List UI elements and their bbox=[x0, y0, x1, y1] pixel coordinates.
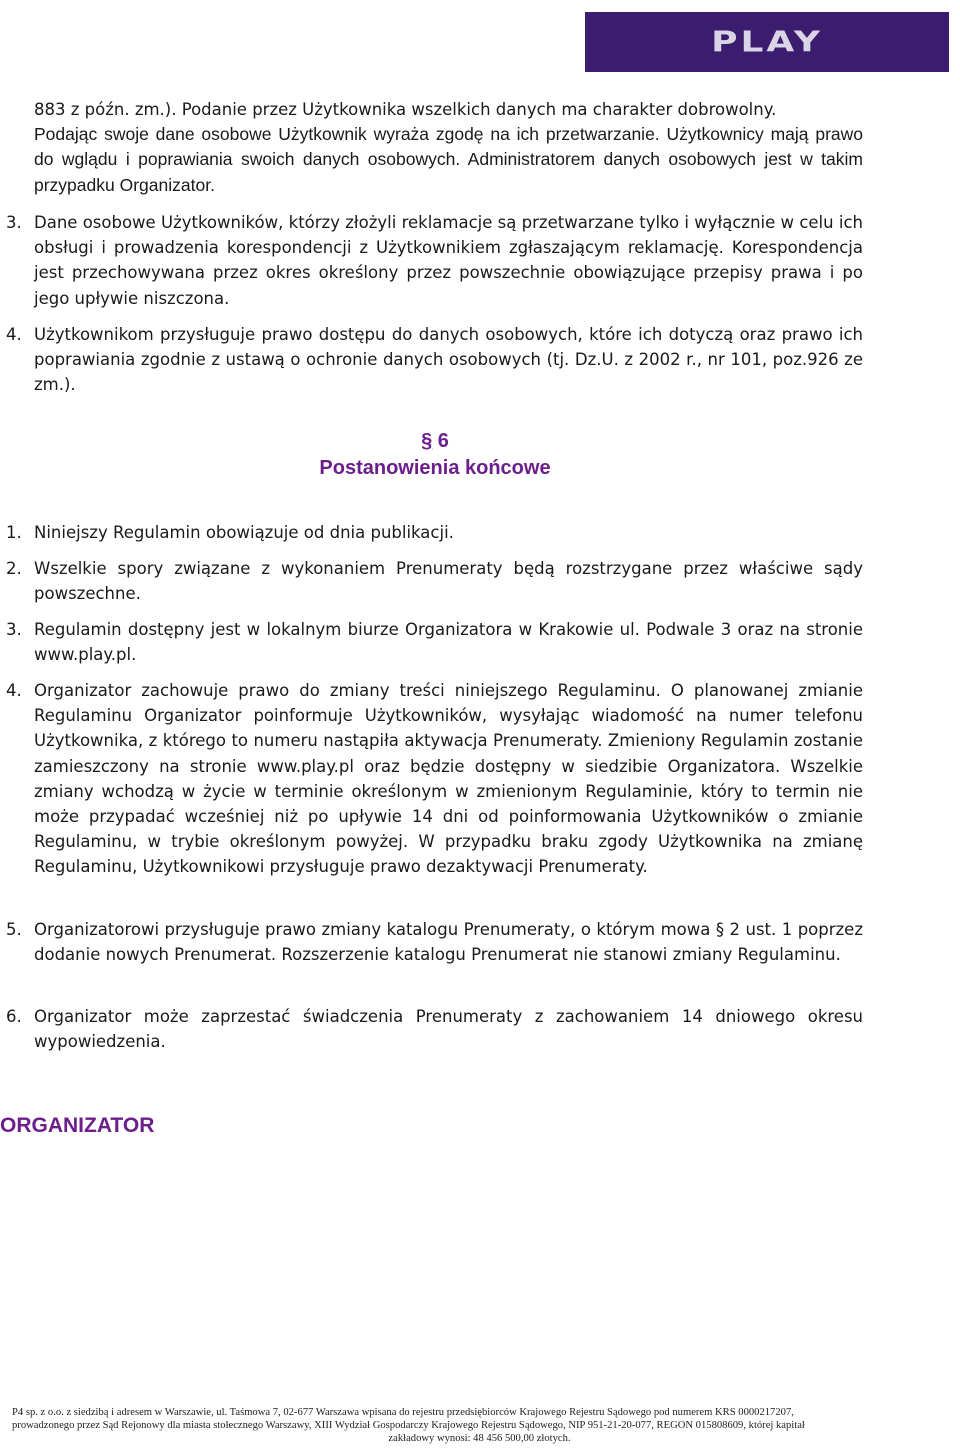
prev-item-4-text: Użytkownikom przysługuje prawo dostępu do danych osobowych, które ich dotyczą oraz prawo ich poprawiania zgodnie z ustawą o ochronie danych osobowych (tj. Dz.U. z 2002 r., nr 101, poz.926 ze zm.). bbox=[34, 325, 863, 395]
list-item-number: 4. bbox=[6, 681, 22, 700]
list-item-text: Niniejszy Regulamin obowiązuje od dnia publikacji. bbox=[34, 523, 454, 542]
prev-item-4-number: 4. bbox=[6, 325, 22, 344]
intro-line-2: Podając swoje dane osobowe Użytkownik wyraża zgodę na ich przetwarzanie. Użytkownicy mają prawo do wglądu i poprawiania swoich danych osobowych. Administratorem danych osobowych jest w takim przypadku Organizator. bbox=[34, 124, 863, 195]
list-item-text: Organizator zachowuje prawo do zmiany treści niniejszego Regulaminu. O planowanej zmianie Regulaminu Organizator poinformuje Użytkowników, wysyłając wiadomość na numer telefonu Użytkownika, z którego to numeru nastąpiła aktywacja Prenumeraty. Zmieniony Regulamin zostanie zamieszczony na stronie www.play.pl oraz będzie dostępny w siedzibie Organizatora. Wszelkie zmiany wchodzą w życie w terminie określonym w zmienionym Regulaminie, który to termin nie może przypadać wcześniej niż po upływie 14 dni od poinformowania Użytkowników o zmianie Regulaminu, w trybie określonym powyżej. W przypadku braku zgody Użytkownika na zmianę Regulaminu, Użytkownikowi przysługuje prawo dezaktywacji Prenumeraty. bbox=[34, 681, 863, 877]
list-item-number: 5. bbox=[6, 920, 22, 939]
list-item-text: Organizator może zaprzestać świadczenia Prenumeraty z zachowaniem 14 dniowego okresu wypowiedzenia. bbox=[34, 1007, 863, 1052]
prev-item-3-text: Dane osobowe Użytkowników, którzy złożyli reklamacje są przetwarzane tylko i wyłącznie w celu ich obsługi i prowadzenia korespondencji z Użytkownikiem zgłaszającym reklamację. Korespondencja jest przechowywana przez okres określony przez powszechnie obowiązujące przepisy prawa i po jego upływie niszczona. bbox=[34, 213, 863, 308]
footer-line-2: prowadzonego przez Sąd Rejonowy dla miasta stołecznego Warszawy, XIII Wydział Gospodarczy Krajowego Rejestru Sądowego, NIP 951-21-20-077, REGON 015808609, której kapitał bbox=[12, 1420, 805, 1431]
section-title: Postanowienia końcowe bbox=[319, 457, 551, 479]
footer bbox=[12, 1406, 947, 1445]
play-logo bbox=[585, 12, 949, 72]
list-item-text: Wszelkie spory związane z wykonaniem Prenumeraty będą rozstrzygane przez właściwe sądy powszechne. bbox=[34, 559, 863, 604]
prev-item-3-number: 3. bbox=[6, 213, 22, 232]
list-item bbox=[6, 1004, 863, 1054]
list-item bbox=[6, 556, 863, 606]
organizer-label: ORGANIZATOR bbox=[0, 1114, 155, 1137]
footer-line-3: zakładowy wynosi: 48 456 500,00 złotych. bbox=[388, 1433, 571, 1444]
intro-line-1: 883 z późn. zm.). Podanie przez Użytkownika wszelkich danych ma charakter dobrowolny. bbox=[34, 100, 777, 119]
list-item-number: 2. bbox=[6, 559, 22, 578]
prev-item-3 bbox=[6, 210, 863, 311]
list-item-text: Regulamin dostępny jest w lokalnym biurze Organizatora w Krakowie ul. Podwale 3 oraz na stronie www.play.pl. bbox=[34, 620, 863, 665]
list-item-text: Organizatorowi przysługuje prawo zmiany katalogu Prenumeraty, o którym mowa § 2 ust. 1 poprzez dodanie nowych Prenumerat. Rozszerzenie katalogu Prenumerat nie stanowi zmiany Regulaminu. bbox=[34, 920, 863, 965]
list-item-number: 6. bbox=[6, 1007, 22, 1026]
list-item-number: 1. bbox=[6, 523, 22, 542]
list-item bbox=[6, 917, 863, 967]
list-item-number: 3. bbox=[6, 620, 22, 639]
prev-item-4 bbox=[6, 322, 863, 398]
list-item bbox=[6, 617, 863, 667]
list-item bbox=[6, 520, 863, 545]
section-symbol: § bbox=[421, 430, 433, 452]
section-number bbox=[0, 430, 870, 453]
section-number-value: 6 bbox=[437, 430, 449, 452]
logo-text: PLAY bbox=[711, 25, 823, 59]
footer-line-1: P4 sp. z o.o. z siedzibą i adresem w Warszawie, ul. Taśmowa 7, 02-677 Warszawa wpisana do rejestru przedsiębiorców Krajowego Rejestru Sądowego pod numerem KRS 0000217207, bbox=[12, 1407, 794, 1418]
list-item bbox=[6, 678, 863, 880]
intro-paragraph bbox=[34, 97, 863, 198]
